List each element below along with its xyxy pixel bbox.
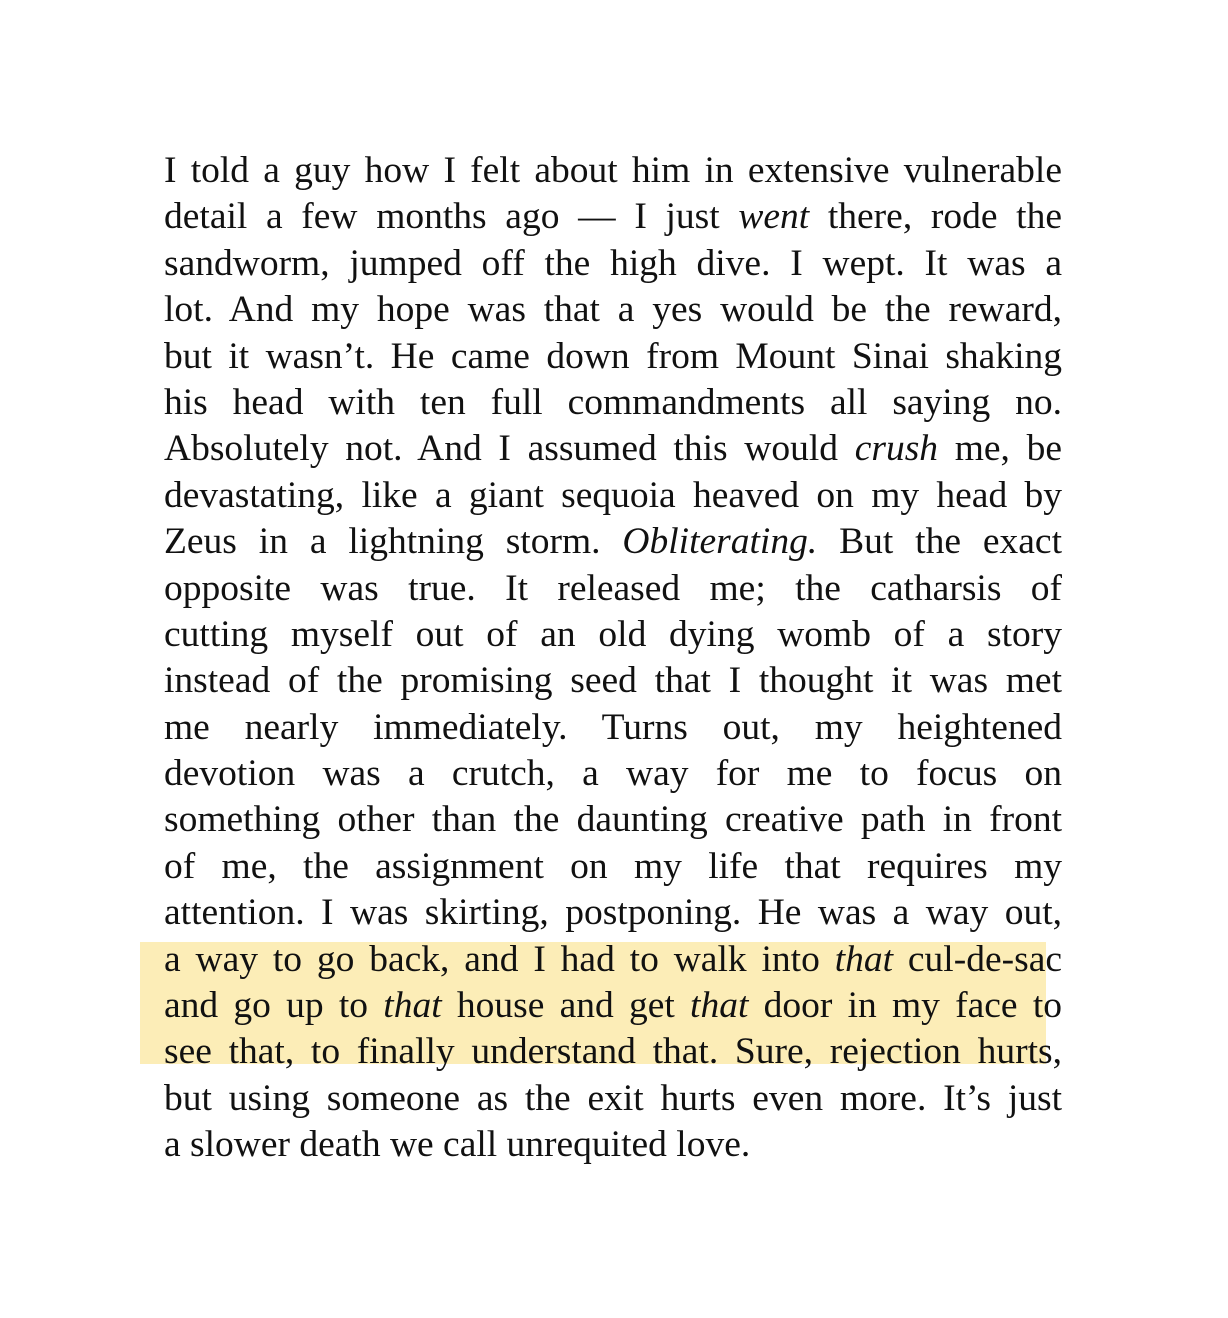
emphasis: that — [690, 985, 749, 1027]
text-line: lot. And my hope was that a yes would be the reward, — [164, 289, 1062, 331]
text-line: but using someone as the exit hurts even more. It’s just — [164, 1077, 1062, 1119]
emphasis: crush — [854, 428, 939, 470]
emphasis: went — [738, 196, 810, 238]
text-line: instead of the promising seed that I thought it was met — [164, 660, 1062, 702]
text-line: Zeus in a lightning storm. Obliterating. But the exact — [164, 521, 1062, 563]
text-line: devastating, like a giant sequoia heaved on my head by — [164, 474, 1062, 516]
text-line: of me, the assignment on my life that requires my — [164, 845, 1062, 887]
text-line: cutting myself out of an old dying womb of a story — [164, 613, 1062, 655]
text-line: see that, to finally understand that. Sure, rejection hurts, — [164, 1031, 1062, 1073]
text-line: sandworm, jumped off the high dive. I wept. It was a — [164, 242, 1062, 284]
text-line: a way to go back, and I had to walk into that cul-de-sac — [164, 938, 1062, 980]
text-line: me nearly immediately. Turns out, my heightened — [164, 706, 1062, 748]
text-line: I told a guy how I felt about him in extensive vulnerable — [164, 150, 1062, 191]
text-line: a slower death we call unrequited love. — [164, 1124, 751, 1166]
text-line: detail a few months ago — I just went there, rode the — [164, 196, 1062, 238]
passage-text — [164, 148, 1062, 1169]
text-line: attention. I was skirting, postponing. He was a way out, — [164, 892, 1062, 934]
text-line: opposite was true. It released me; the catharsis of — [164, 567, 1062, 609]
text-line: his head with ten full commandments all saying no. — [164, 381, 1062, 423]
emphasis: that — [834, 938, 894, 980]
text-line: and go up to that house and get that door in my face to — [164, 985, 1062, 1027]
text-line: but it wasn’t. He came down from Mount Sinai shaking — [164, 335, 1062, 377]
emphasis: that — [383, 985, 442, 1027]
emphasis: Obliterating. — [622, 521, 818, 563]
text-line: Absolutely not. And I assumed this would crush me, be — [164, 428, 1062, 470]
text-line: something other than the daunting creative path in front — [164, 799, 1062, 841]
text-line: devotion was a crutch, a way for me to focus on — [164, 753, 1062, 795]
